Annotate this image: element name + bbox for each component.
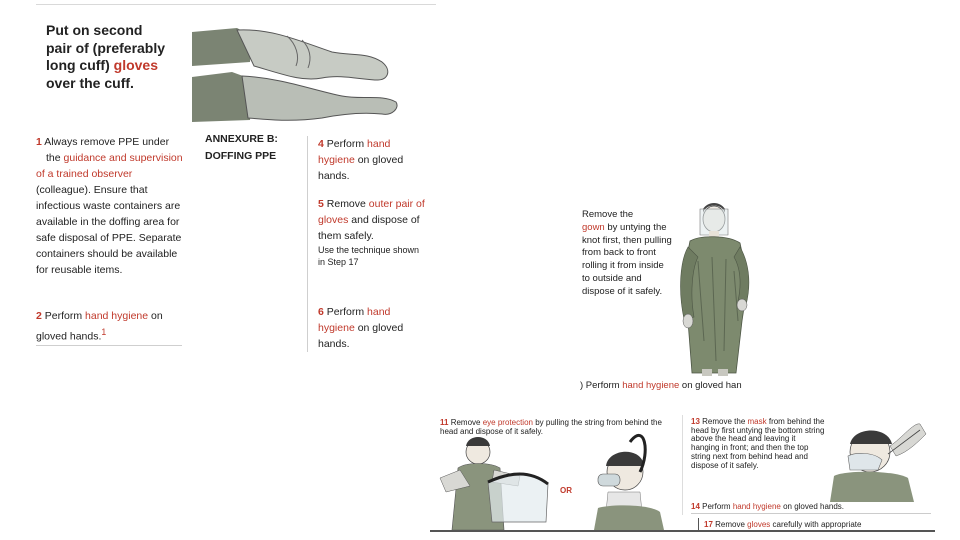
step-number: 17 [704, 520, 713, 529]
step-1 [36, 134, 186, 278]
step-4 [318, 136, 418, 184]
step-13 [691, 418, 826, 470]
step-number: 6 [318, 306, 324, 318]
annexure-title [205, 131, 295, 165]
step-highlight: hand hygiene [318, 138, 391, 166]
step-number: 14 [691, 502, 700, 511]
step-number: 11 [440, 418, 449, 427]
annexure-line: ANNEXURE B: [205, 133, 278, 145]
step-text: on gloved hands. [318, 322, 404, 350]
heading-line: pair of (preferably [46, 39, 166, 56]
step-text: from behind the head by first untying the bottom string above the head and leaving it hanging in front; and then the top string next from behind head and dispose of it safely. [691, 417, 825, 470]
step-highlight: gloves [747, 520, 771, 529]
step-5 [318, 196, 428, 268]
step-highlight: hand hygiene [732, 502, 781, 511]
gown-removal-illustration [676, 201, 756, 376]
step-2 [36, 308, 186, 345]
heading-line [46, 57, 196, 75]
step-highlight: mask [747, 417, 767, 426]
top-divider [36, 4, 436, 5]
step-highlight: gown [582, 221, 605, 233]
step-text: Perform [326, 306, 368, 318]
step-note: Use the technique shown in Step 17 [318, 245, 420, 267]
gown-removal-instructions [582, 209, 674, 299]
step-6 [318, 304, 418, 352]
heading-line: over the cuff. [46, 74, 134, 91]
step-text: Remove [450, 418, 483, 427]
step-number: 1 [36, 136, 42, 148]
column-divider [307, 136, 308, 352]
step-text: Remove [715, 520, 748, 529]
step-text: on gloved hands. [780, 502, 845, 511]
step-highlight: hand hygiene [622, 380, 680, 391]
step-text: on gloved han [679, 380, 742, 391]
heading-line: Put on second [46, 22, 143, 38]
step-number: 2 [36, 310, 42, 322]
step-text: on gloved hands. [318, 154, 404, 182]
step-text: Remove [326, 198, 369, 210]
step-text: Always remove PPE under [44, 136, 170, 148]
section-divider [36, 345, 182, 346]
step-17 [704, 520, 934, 529]
step-number: 5 [318, 198, 324, 210]
step-text: ) Perform [580, 380, 623, 391]
or-label: OR [560, 486, 572, 495]
step-text: on gloved hands. [36, 310, 163, 343]
step-text: carefully with appropriate [770, 520, 862, 529]
step-text: Perform [702, 502, 733, 511]
annexure-line: DOFFING PPE [205, 150, 277, 162]
bottom-border [430, 530, 935, 532]
heading-highlight: gloves [113, 57, 159, 73]
gown-step-hand-hygiene [580, 380, 755, 391]
step-11 [440, 418, 680, 436]
step-text: Remove the [582, 209, 634, 220]
step-number: 13 [691, 417, 700, 426]
heading-text: long cuff) [46, 57, 114, 73]
step-text: Perform [326, 138, 368, 150]
step-highlight: outer pair of gloves [318, 198, 425, 226]
step-text: by untying the knot first, then pulling from back to front rolling it from inside to outside and dispose of it safely. [582, 221, 672, 297]
step-highlight: hand hygiene [85, 310, 149, 322]
step-text: by pulling the string from behind the head and dispose of it safely. [440, 418, 662, 436]
step-text: Remove the [702, 417, 748, 426]
step-14 [691, 502, 911, 511]
section-divider [691, 513, 931, 514]
step-text: (colleague). Ensure that infectious waste containers are available in the doffing area for safe disposal of PPE. Separate containers should be available for reusable items. [36, 184, 182, 276]
panel-divider [682, 415, 683, 515]
gloves-illustration [192, 22, 402, 127]
step-number: 4 [318, 138, 324, 150]
step-highlight: guidance and supervision of a trained observer [36, 152, 183, 180]
step-text: the [46, 152, 64, 164]
step-heading-second-gloves [46, 22, 196, 92]
step-highlight: hand hygiene [318, 306, 391, 334]
step-text: Perform [44, 310, 86, 322]
step-text: and dispose of them safely. [318, 214, 420, 242]
step-highlight: eye protection [482, 418, 533, 427]
footnote-marker: 1 [101, 327, 107, 337]
step-marker-bar [698, 518, 699, 530]
